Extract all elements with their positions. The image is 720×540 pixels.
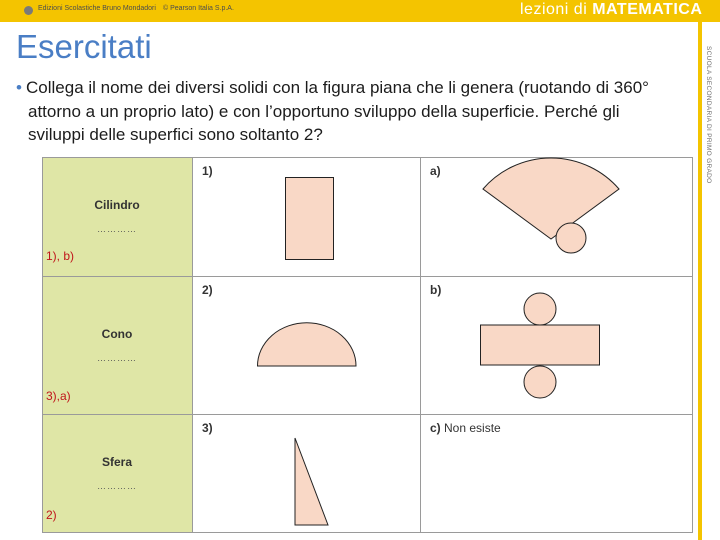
no-development-text: Non esiste [444, 421, 501, 435]
publisher-logo-icon [24, 6, 33, 15]
answer-blank: ………… [97, 481, 137, 491]
table-border-bottom [42, 532, 693, 533]
figure-number: 2) [202, 283, 213, 297]
cylinder-development-icon [480, 292, 600, 412]
table-border-top [42, 157, 693, 158]
table-border-right [692, 157, 693, 533]
page-title: Esercitati [16, 28, 152, 65]
instruction-text: Collega il nome dei diversi solidi con la figura piana che li genera (ruotando di 360° attorno a un proprio lato) e con l’opportuno sviluppo della superficie. Perché gli sviluppi delle superfici sono soltanto 2? [26, 78, 649, 144]
exercise-table [42, 157, 693, 533]
solid-name-sfera: Sfera [101, 455, 133, 469]
column-divider-1 [192, 157, 193, 533]
column-divider-2 [420, 157, 421, 533]
rectangle-figure-icon [285, 177, 335, 261]
solid-name-cono: Cono [101, 327, 133, 341]
brand-bold: MATEMATICA [592, 1, 703, 18]
handwritten-answer: 3),a) [46, 389, 71, 403]
table-border-left [42, 157, 43, 533]
series-brand [520, 1, 702, 19]
school-level-label: SCUOLA SECONDARIA DI PRIMO GRADO [705, 46, 712, 184]
figure-number: 1) [202, 164, 213, 178]
development-label: a) [430, 164, 441, 178]
copyright-text: © Pearson Italia S.p.A. [163, 5, 234, 12]
row-divider-1 [42, 276, 693, 277]
development-label: b) [430, 283, 442, 297]
publisher-name: Edizioni Scolastiche Bruno Mondadori [38, 5, 156, 12]
solid-name-cilindro: Cilindro [94, 198, 140, 212]
row-divider-2 [42, 414, 693, 415]
side-strip [698, 22, 720, 540]
top-banner [0, 0, 720, 22]
answer-blank: ………… [97, 224, 137, 234]
bullet-icon: • [16, 78, 22, 97]
handwritten-answer: 1), b) [46, 249, 75, 263]
figure-number: 3) [202, 421, 213, 435]
answer-blank: ………… [97, 353, 137, 363]
brand-light: lezioni di [520, 1, 588, 18]
right-triangle-figure-icon [270, 437, 330, 527]
solids-column [42, 157, 192, 533]
semicircle-figure-icon [257, 322, 357, 367]
development-none [430, 421, 501, 435]
development-label: c) [430, 421, 441, 435]
exercise-instruction [16, 76, 676, 147]
handwritten-answer: 2) [46, 508, 57, 522]
cone-development-icon [481, 177, 621, 257]
